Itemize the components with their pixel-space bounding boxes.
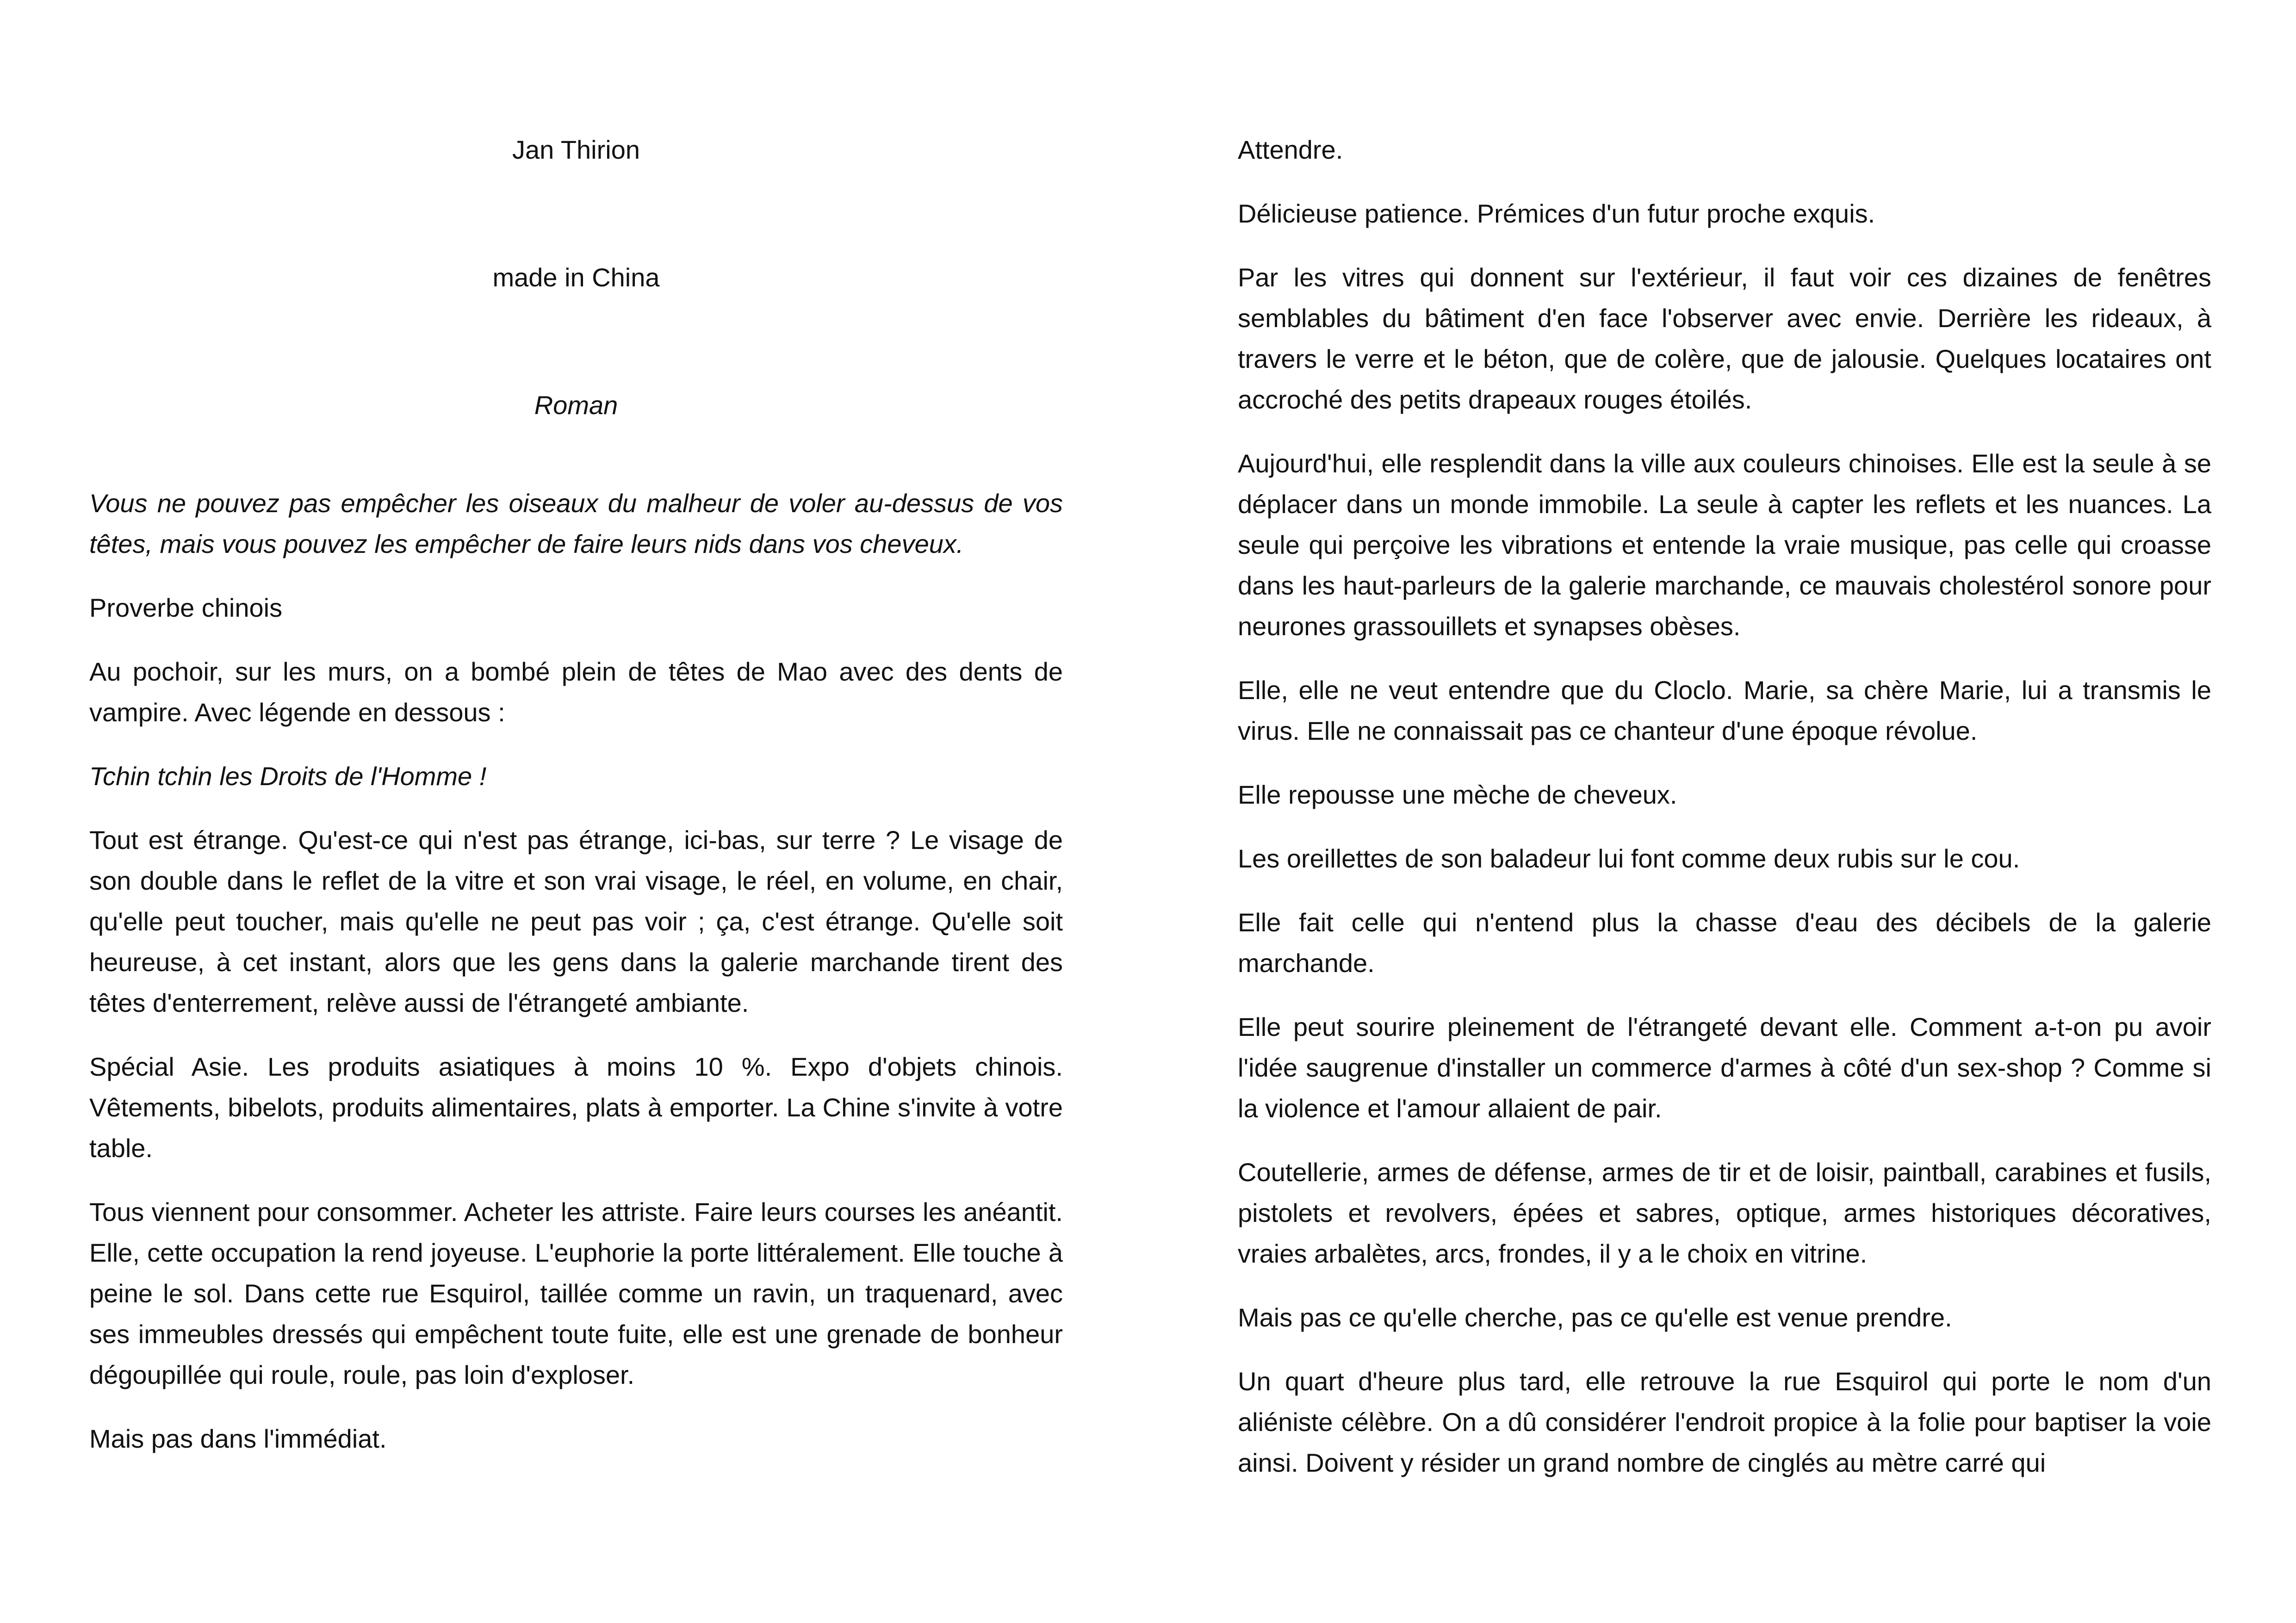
right-text-column	[1238, 130, 2211, 1506]
paragraph: Tout est étrange. Qu'est-ce qui n'est pas étrange, ici-bas, sur terre ? Le visage de son double dans le reflet de la vitre et son vrai visage, le réel, en volume, en chair, qu'elle peut toucher, mais qu'elle ne peut pas voir ; ça, c'est étrange. Qu'elle soit heureuse, à cet instant, alors que les gens dans la galerie marchande tirent des têtes d'enterrement, relève aussi de l'étrangeté ambiante.	[89, 825, 1063, 1017]
paragraph: Un quart d'heure plus tard, elle retrouve la rue Esquirol qui porte le nom d'un aliéniste célèbre. On a dû considérer l'endroit propice à la folie pour baptiser la voie ainsi. Doivent y résider un grand nombre de cinglés au mètre carré qui	[1238, 1367, 2211, 1477]
paragraph: Les oreillettes de son baladeur lui font comme deux rubis sur le cou.	[1238, 844, 2020, 873]
paragraph: Délicieuse patience. Prémices d'un futur proche exquis.	[1238, 199, 1875, 228]
right-page	[1148, 0, 2296, 1623]
paragraph: Tous viennent pour consommer. Acheter les attriste. Faire leurs courses les anéantit. Elle, cette occupation la rend joyeuse. L'euphorie la porte littéralement. Elle touche à peine le sol. Dans cette rue Esquirol, taillée comme un ravin, un traquenard, avec ses immeubles dressés qui empêchent toute fuite, elle est une grenade de bonheur dégoupillée qui roule, roule, pas loin d'exploser.	[89, 1197, 1063, 1389]
paragraph: Elle, elle ne veut entendre que du Cloclo. Marie, sa chère Marie, lui a transmis le virus. Elle ne connaissait pas ce chanteur d'une époque révolue.	[1238, 675, 2211, 745]
paragraph: Spécial Asie. Les produits asiatiques à moins 10 %. Expo d'objets chinois. Vêtements, bibelots, produits alimentaires, plats à emporter. La Chine s'invite à votre table.	[89, 1052, 1063, 1163]
book-title: made in China	[492, 263, 660, 292]
paragraph: Aujourd'hui, elle resplendit dans la ville aux couleurs chinoises. Elle est la seule à se déplacer dans un monde immobile. La seule à capter les reflets et les nuances. La seule qui perçoive les vibrations et entende la vraie musique, pas celle qui croasse dans les haut-parleurs de la galerie marchande, ce mauvais cholestérol sonore pour neurones grassouillets et synapses obèses.	[1238, 449, 2211, 641]
paragraph: Elle fait celle qui n'entend plus la chasse d'eau des décibels de la galerie marchande.	[1238, 908, 2211, 978]
paragraph: Mais pas ce qu'elle cherche, pas ce qu'elle est venue prendre.	[1238, 1303, 1952, 1332]
paragraph: Attendre.	[1238, 135, 1343, 164]
paragraph: Elle repousse une mèche de cheveux.	[1238, 780, 1677, 809]
paragraph: Mais pas dans l'immédiat.	[89, 1424, 387, 1453]
epigraph: Vous ne pouvez pas empêcher les oiseaux du malheur de voler au-dessus de vos têtes, mais vous pouvez les empêcher de faire leurs nids dans vos cheveux.	[89, 489, 1063, 558]
paragraph: Au pochoir, sur les murs, on a bombé plein de têtes de Mao avec des dents de vampire. Avec légende en dessous :	[89, 657, 1063, 727]
left-text-column	[89, 130, 1063, 1482]
paragraph: Par les vitres qui donnent sur l'extérieur, il faut voir ces dizaines de fenêtres semblables du bâtiment d'en face l'observer avec envie. Derrière les rideaux, à travers le verre et le béton, que de colère, que de jalousie. Quelques locataires ont accroché des petits drapeaux rouges étoilés.	[1238, 263, 2211, 414]
graffiti-caption: Tchin tchin les Droits de l'Homme !	[89, 762, 487, 791]
paragraph: Coutellerie, armes de défense, armes de tir et de loisir, paintball, carabines et fusils, pistolets et revolvers, épées et sabres, optique, armes historiques décoratives, vraies arbalètes, arcs, frondes, il y a le choix en vitrine.	[1238, 1158, 2211, 1268]
author-name: Jan Thirion	[512, 135, 640, 164]
paragraph: Elle peut sourire pleinement de l'étrangeté devant elle. Comment a-t-on pu avoir l'idée saugrenue d'installer un commerce d'armes à côté d'un sex-shop ? Comme si la violence et l'amour allaient de pair.	[1238, 1012, 2211, 1123]
epigraph-source: Proverbe chinois	[89, 593, 283, 622]
book-genre: Roman	[534, 390, 618, 420]
